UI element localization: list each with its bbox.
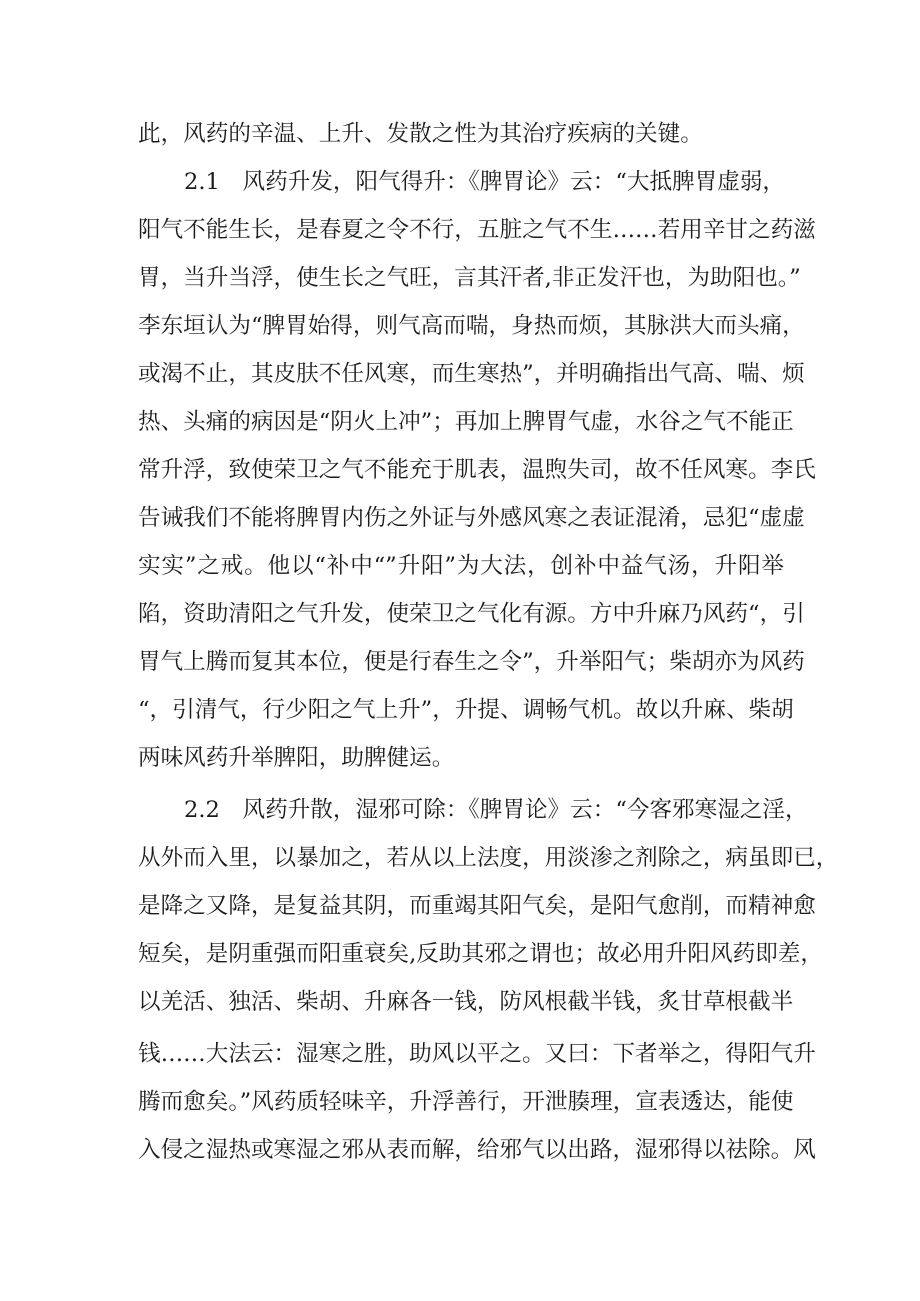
- text-line: “，引清气，行少阳之气上升”，升提、调畅气机。故以升麻、柴胡: [138, 697, 794, 723]
- text-line: 两味风药升举脾阳，助脾健运。: [138, 745, 455, 771]
- section-heading-2-2: 2.2 风药升散，湿邪可除：《脾胃论》云：“今客邪寒湿之淫，: [184, 797, 808, 823]
- section-heading-2-1: 2.1 风药升发，阳气得升：《脾胃论》云：“大抵脾胃虚弱，: [184, 169, 786, 195]
- text-line: 实实”之戒。他以“补中“”升阳”为大法，创补中益气汤，升阳举: [138, 553, 784, 579]
- text-line: 常升浮，致使荣卫之气不能充于肌表，温煦失司，故不任风寒。李氏: [138, 457, 816, 483]
- text-line: 热、头痛的病因是“阴火上冲”；再加上脾胃气虚，水谷之气不能正: [138, 409, 794, 435]
- text-line: 阳气不能生长，是春夏之令不行，五脏之气不生……若用辛甘之药滋: [138, 217, 816, 243]
- text-line: 李东垣认为“脾胃始得，则气高而喘，身热而烦，其脉洪大而头痛，: [138, 313, 805, 339]
- text-line: 告诫我们不能将脾胃内伤之外证与外感风寒之表证混淆，忌犯“虚虚: [138, 505, 805, 531]
- text-line: 钱……大法云：湿寒之胜，助风以平之。又曰：下者举之，得阳气升: [138, 1041, 816, 1067]
- text-line: 入侵之湿热或寒湿之邪从表而解，给邪气以出路，湿邪得以祛除。风: [138, 1137, 816, 1163]
- text-line: 陷，资助清阳之气升发，使荣卫之气化有源。方中升麻乃风药“，引: [138, 601, 805, 627]
- text-line: 以羌活、独活、柴胡、升麻各一钱，防风根截半钱，炙甘草根截半: [138, 989, 794, 1015]
- text-line: 或渴不止，其皮肤不任风寒，而生寒热”，并明确指出气高、喘、烦: [138, 361, 805, 387]
- text-line: 胃，当升当浮，使生长之气旺，言其汗者,非正发汗也，为助阳也。”: [138, 265, 801, 291]
- text-line: 腾而愈矣。”风药质轻味辛，升浮善行，开泄腠理，宣表透达，能使: [138, 1089, 794, 1115]
- text-line: 从外而入里，以暴加之，若从以上法度，用淡渗之剂除之，病虽即已，: [138, 845, 839, 871]
- text-line: 胃气上腾而复其本位，便是行春生之令”，升举阳气；柴胡亦为风药: [138, 649, 805, 675]
- text-line: 是降之又降，是复益其阴，而重竭其阳气矣，是阳气愈削，而精神愈: [138, 893, 816, 919]
- text-line: 此，风药的辛温、上升、发散之性为其治疗疾病的关键。: [138, 121, 703, 147]
- text-line: 短矣，是阴重强而阳重衰矣,反助其邪之谓也；故必用升阳风药即差，: [138, 941, 823, 967]
